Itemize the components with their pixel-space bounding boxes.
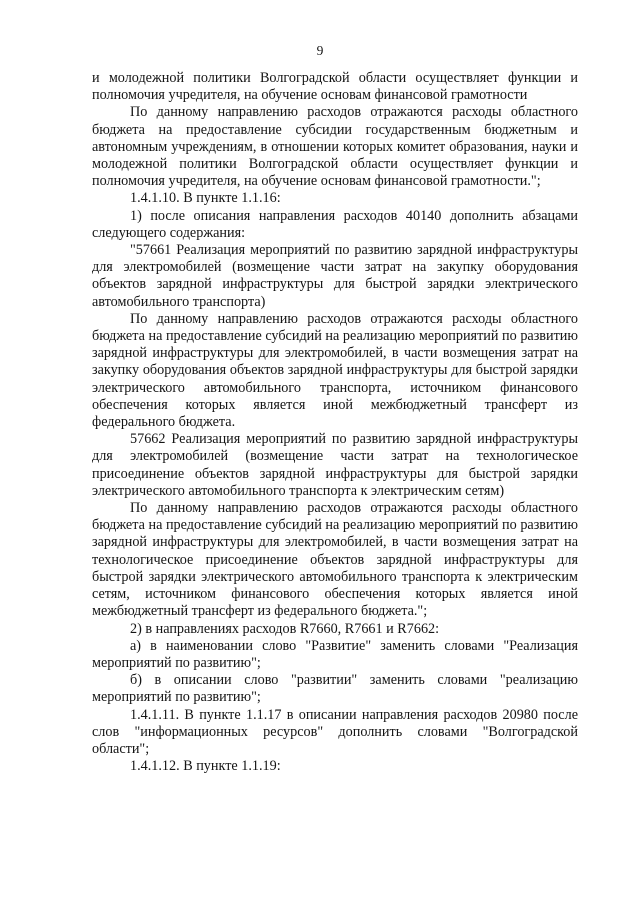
paragraph-13: 1.4.1.12. В пункте 1.1.19: bbox=[130, 758, 281, 775]
paragraph-10: а) в наименовании слово "Развитие" заменить словами "Реализация мероприятий по развитию"; bbox=[92, 637, 578, 671]
page-number: 9 bbox=[316, 43, 324, 58]
paragraph-7: 57662 Реализация мероприятий по развитию зарядной инфраструктуры для электромобилей (возмещение части затрат на технологическое присоединение объектов зарядной инфраструктуры для быстрой зарядки электрического автомобильного транспорта к электрическим сетям) bbox=[92, 431, 578, 499]
paragraph-9: 2) в направлениях расходов R7660, R7661 и R7662: bbox=[130, 620, 440, 637]
paragraph-12: 1.4.1.11. В пункте 1.1.17 в описании направления расходов 20980 после слов "информационных ресурсов" дополнить словами "Волгоградской области"; bbox=[92, 706, 578, 757]
paragraph-6: По данному направлению расходов отражаются расходы областного бюджета на предоставление субсидий на реализацию мероприятий по развитию зарядной инфраструктуры для электромобилей, в части возмещения затрат на закупку оборудования объектов зарядной инфраструктуры для быстрой зарядки электрического автомобильного транспорта, источником финансового обеспечения которых является иной межбюджетный трансферт из федерального бюджета. bbox=[92, 310, 578, 431]
document-body bbox=[92, 70, 578, 775]
paragraph-4: 1) после описания направления расходов 40140 дополнить абзацами следующего содержания: bbox=[92, 207, 578, 241]
paragraph-11: б) в описании слово "развитии" заменить словами "реализацию мероприятий по развитию"; bbox=[92, 672, 578, 706]
paragraph-1: и молодежной политики Волгоградской области осуществляет функции и полномочия учредителя, на обучение основам финансовой грамотности bbox=[92, 70, 578, 104]
paragraph-8: По данному направлению расходов отражаются расходы областного бюджета на предоставление субсидий на реализацию мероприятий по развитию зарядной инфраструктуры для электромобилей, в части возмещения затрат на технологическое присоединение объектов зарядной инфраструктуры для быстрой зарядки электрического автомобильного транспорта к электрическим сетям, источником финансового обеспечения которых является иной межбюджетный трансферт из федерального бюджета."; bbox=[92, 500, 578, 620]
paragraph-2: По данному направлению расходов отражаются расходы областного бюджета на предоставление субсидии государственным бюджетным и автономным учреждениям, в отношении которых комитет образования, науки и молодежной политики Волгоградской области осуществляет функции и полномочия учредителя, на обучение основам финансовой грамотности."; bbox=[92, 104, 578, 190]
paragraph-5: "57661 Реализация мероприятий по развитию зарядной инфраструктуры для электромобилей (возмещение части затрат на закупку оборудования объектов зарядной инфраструктуры для быстрой зарядки электрического автомобильного транспорта) bbox=[92, 242, 578, 310]
paragraph-3: 1.4.1.10. В пункте 1.1.16: bbox=[130, 190, 281, 207]
